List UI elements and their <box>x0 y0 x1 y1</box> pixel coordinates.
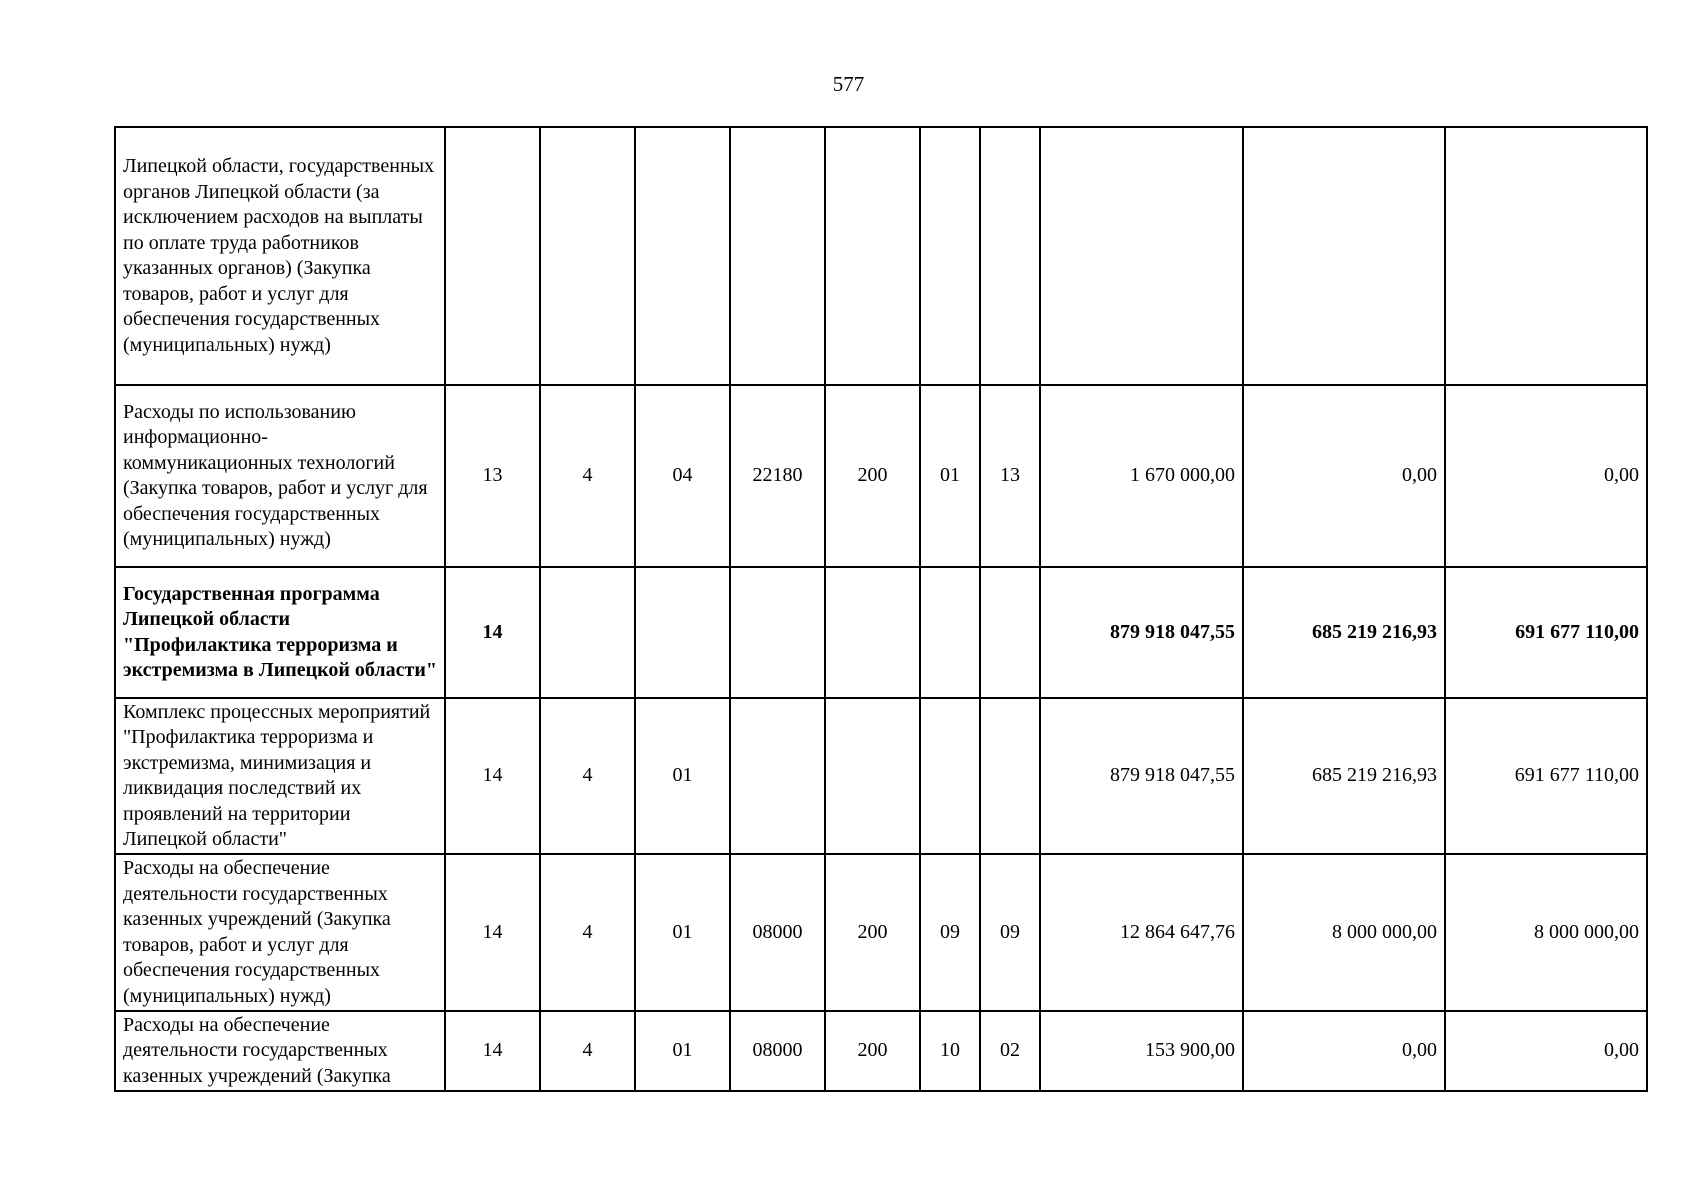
gp-code: 14 <box>445 854 540 1011</box>
gp-code <box>445 127 540 385</box>
section-code: 01 <box>920 385 980 567</box>
direction-code <box>730 698 825 854</box>
amount-year-2: 8 000 000,00 <box>1243 854 1445 1011</box>
om-code: 04 <box>635 385 730 567</box>
table-row <box>115 698 1647 854</box>
direction-code <box>730 567 825 698</box>
table-row <box>115 567 1647 698</box>
amount-year-3: 691 677 110,00 <box>1445 567 1647 698</box>
table-row <box>115 1011 1647 1091</box>
amount-year-1: 153 900,00 <box>1040 1011 1243 1091</box>
row-description: Расходы на обеспечение деятельности государственных казенных учреждений (Закупка товаров, работ и услуг для обеспечения государственных (муниципальных) нужд) <box>115 854 445 1011</box>
om-code: 01 <box>635 698 730 854</box>
row-description: Расходы на обеспечение деятельности государственных казенных учреждений (Закупка <box>115 1011 445 1091</box>
amount-year-2: 0,00 <box>1243 1011 1445 1091</box>
amount-year-1: 1 670 000,00 <box>1040 385 1243 567</box>
gp-code: 13 <box>445 385 540 567</box>
subsection-code: 13 <box>980 385 1040 567</box>
section-code: 10 <box>920 1011 980 1091</box>
pp-code: 4 <box>540 1011 635 1091</box>
amount-year-2: 685 219 216,93 <box>1243 698 1445 854</box>
om-code <box>635 127 730 385</box>
amount-year-2 <box>1243 127 1445 385</box>
subsection-code <box>980 698 1040 854</box>
om-code: 01 <box>635 1011 730 1091</box>
subsection-code <box>980 127 1040 385</box>
expense-type-code: 200 <box>825 385 920 567</box>
expense-type-code: 200 <box>825 854 920 1011</box>
amount-year-2: 685 219 216,93 <box>1243 567 1445 698</box>
amount-year-3: 0,00 <box>1445 1011 1647 1091</box>
budget-table <box>114 126 1648 1092</box>
om-code: 01 <box>635 854 730 1011</box>
pp-code: 4 <box>540 385 635 567</box>
row-description: Государственная программа Липецкой области "Профилактика терроризма и экстремизма в Липецкой области" <box>115 567 445 698</box>
pp-code <box>540 567 635 698</box>
table-row <box>115 854 1647 1011</box>
amount-year-1: 879 918 047,55 <box>1040 567 1243 698</box>
table-row <box>115 127 1647 385</box>
section-code <box>920 127 980 385</box>
section-code <box>920 698 980 854</box>
amount-year-3: 8 000 000,00 <box>1445 854 1647 1011</box>
amount-year-1: 879 918 047,55 <box>1040 698 1243 854</box>
amount-year-1: 12 864 647,76 <box>1040 854 1243 1011</box>
pp-code <box>540 127 635 385</box>
direction-code <box>730 127 825 385</box>
om-code <box>635 567 730 698</box>
pp-code: 4 <box>540 698 635 854</box>
gp-code: 14 <box>445 567 540 698</box>
row-description: Липецкой области, государственных органов Липецкой области (за исключением расходов на выплаты по оплате труда работников указанных органов) (Закупка товаров, работ и услуг для обеспечения государственных (муниципальных) нужд) <box>115 127 445 385</box>
direction-code: 08000 <box>730 854 825 1011</box>
subsection-code <box>980 567 1040 698</box>
row-description: Комплекс процессных мероприятий "Профилактика терроризма и экстремизма, минимизация и ликвидация последствий их проявлений на территории Липецкой области" <box>115 698 445 854</box>
subsection-code: 02 <box>980 1011 1040 1091</box>
amount-year-3: 0,00 <box>1445 385 1647 567</box>
amount-year-3 <box>1445 127 1647 385</box>
gp-code: 14 <box>445 698 540 854</box>
section-code <box>920 567 980 698</box>
expense-type-code <box>825 127 920 385</box>
amount-year-2: 0,00 <box>1243 385 1445 567</box>
page-number: 577 <box>832 72 865 96</box>
table-row <box>115 385 1647 567</box>
row-description: Расходы по использованию информационно-коммуникационных технологий (Закупка товаров, работ и услуг для обеспечения государственных (муниципальных) нужд) <box>115 385 445 567</box>
expense-type-code <box>825 698 920 854</box>
direction-code: 08000 <box>730 1011 825 1091</box>
section-code: 09 <box>920 854 980 1011</box>
expense-type-code: 200 <box>825 1011 920 1091</box>
subsection-code: 09 <box>980 854 1040 1011</box>
expense-type-code <box>825 567 920 698</box>
amount-year-3: 691 677 110,00 <box>1445 698 1647 854</box>
pp-code: 4 <box>540 854 635 1011</box>
gp-code: 14 <box>445 1011 540 1091</box>
amount-year-1 <box>1040 127 1243 385</box>
direction-code: 22180 <box>730 385 825 567</box>
